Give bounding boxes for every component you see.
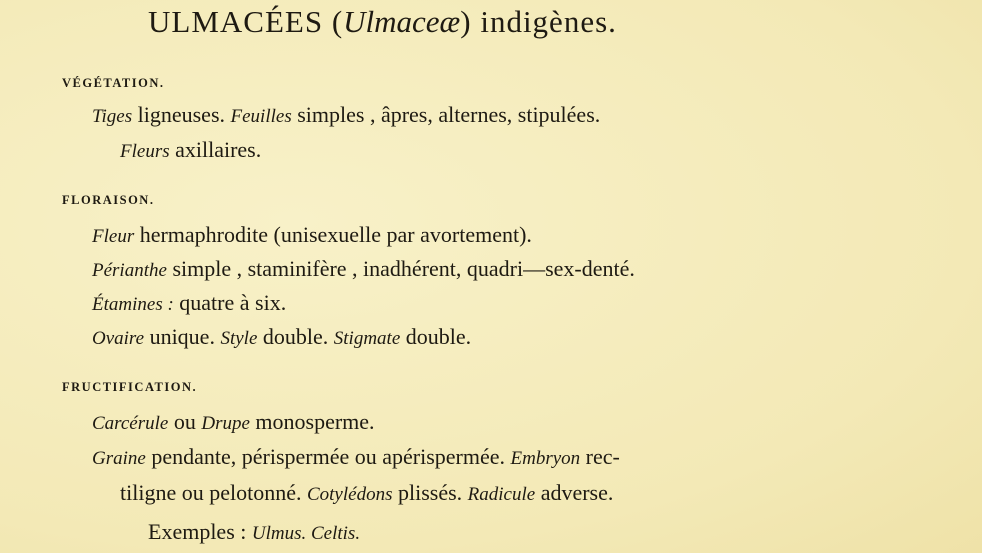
term-style: Style: [220, 328, 258, 349]
term-graine: Graine: [92, 448, 146, 469]
title-open-paren: (: [331, 4, 344, 39]
term-ovaire: Ovaire: [92, 328, 145, 349]
term-drupe: Drupe: [201, 413, 250, 434]
title-latin: Ulmaceæ: [343, 4, 461, 39]
floraison-line-2: Périanthe simple , staminifère , inadhérent, quadri—sex-denté.: [92, 256, 635, 281]
section-heading-vegetation: VÉGÉTATION.: [62, 76, 165, 90]
term-feuilles: Feuilles: [230, 106, 292, 127]
fructification-line-3: tiligne ou pelotonné. Cotylédons plissés. Radicule adverse.: [120, 480, 614, 505]
title-suffix: indigènes.: [480, 4, 617, 39]
term-tiges: Tiges: [92, 106, 133, 127]
fructification-line-1: Carcérule ou Drupe monosperme.: [92, 409, 375, 434]
term-etamines: Étamines :: [92, 294, 174, 315]
floraison-line-4: Ovaire unique. Style double. Stigmate double.: [92, 324, 472, 349]
term-fleurs: Fleurs: [120, 141, 170, 162]
vegetation-line-1: Tiges ligneuses. Feuilles simples , âpres, alternes, stipulées.: [92, 102, 601, 127]
floraison-line-1: Fleur hermaphrodite (unisexuelle par avortement).: [92, 222, 532, 247]
term-embryon: Embryon: [510, 448, 581, 469]
term-carcerule: Carcérule: [92, 413, 169, 434]
fructification-line-2: Graine pendante, périspermée ou apérispermée. Embryon rec-: [92, 444, 620, 469]
fructification-examples: Exemples : Ulmus. Celtis.: [148, 519, 361, 544]
term-cotyledons: Cotylédons: [306, 484, 393, 505]
examples-genera: Ulmus. Celtis.: [251, 523, 361, 544]
title-main: ULMACÉES: [148, 4, 324, 39]
vegetation-line-2: Fleurs axillaires.: [120, 137, 262, 162]
section-heading-floraison: FLORAISON.: [62, 193, 155, 207]
page-title: [148, 4, 617, 40]
floraison-line-3: Étamines : quatre à six.: [92, 290, 287, 315]
term-radicule: Radicule: [467, 484, 536, 505]
term-perianthe: Périanthe: [92, 260, 167, 281]
section-heading-fructification: FRUCTIFICATION.: [62, 380, 198, 394]
title-close-paren: ): [460, 4, 472, 39]
term-fleur: Fleur: [92, 226, 135, 247]
term-stigmate: Stigmate: [333, 328, 401, 349]
